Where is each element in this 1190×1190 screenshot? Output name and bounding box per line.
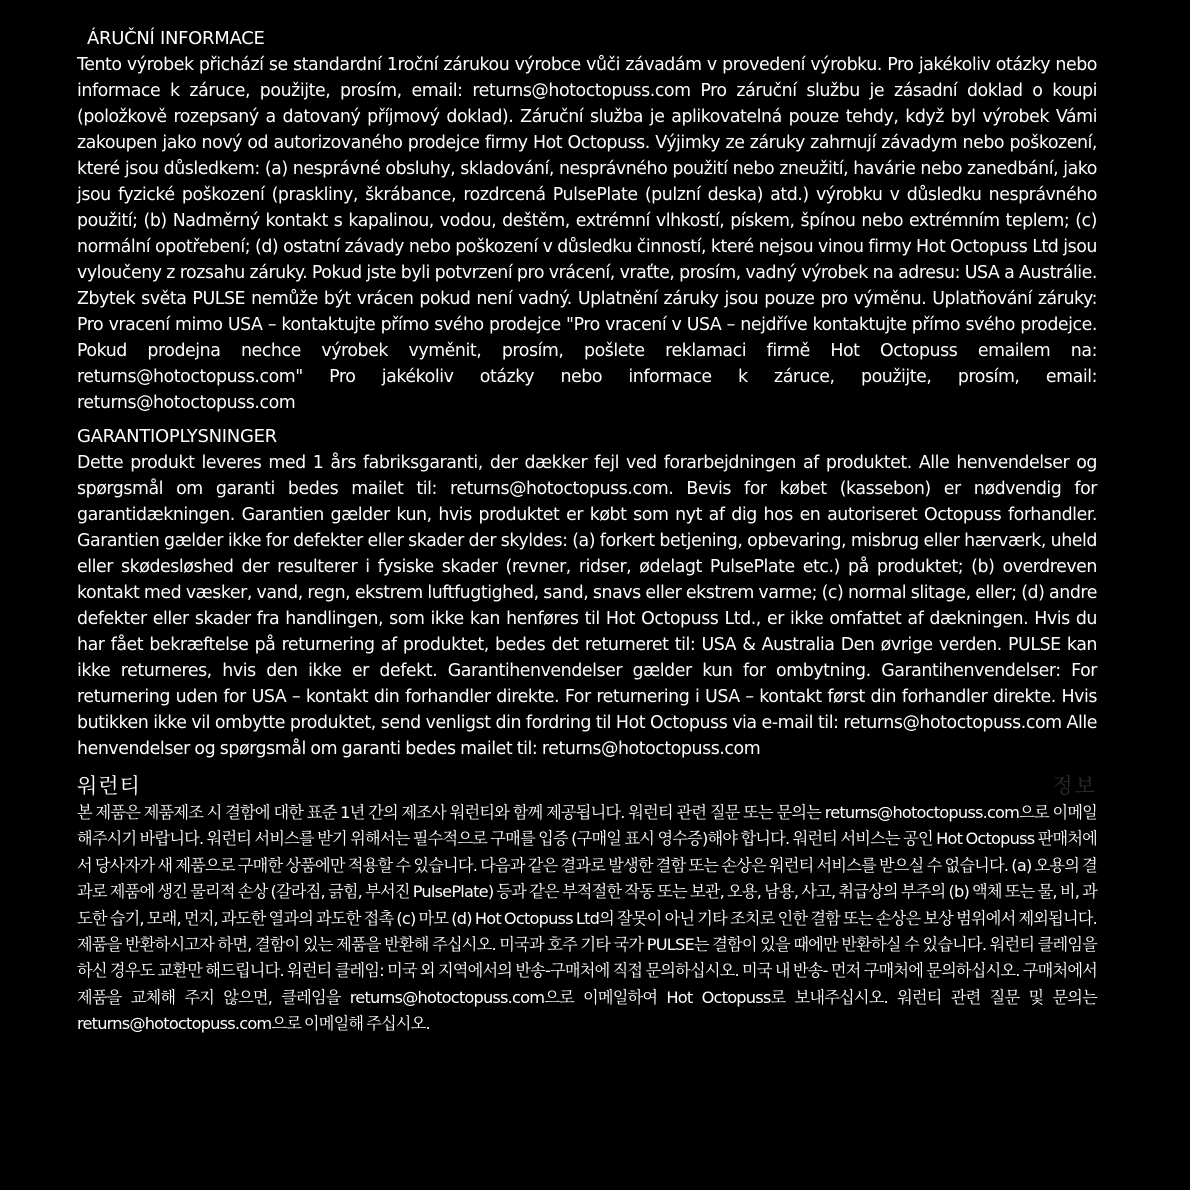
body-danish: Dette produkt leveres med 1 års fabriksgaranti, der dækker fejl ved forarbejdningen af produktet. Alle henvendelser og spørgsmål om garanti bedes mailet til: returns@hotoctopuss.com. Bevis for købet (kassebon) er nødvendig for garantidækningen. Garantien gælder kun, hvis produktet er købt som nyt af dig hos en autoriseret Octopuss forhandler. Garantien gælder ikke for defekter eller skader der skyldes: (a) forkert betjening, opbevaring, misbrug eller hærværk, uheld eller skødesløshed der resulterer i fysiske skader (revner, ridser, ødelagt PulsePlate etc.) på produktet; (b) overdreven kontakt med væsker, vand, regn, ekstrem luftfugtighed, sand, snavs eller ekstrem varme; (c) normal slitage, eller; (d) andre defekter eller skader fra handlingen, som ikke kan henføres til Hot Octopuss Ltd., er ikke omfattet af dækningen. Hvis du har fået bekræftelse på returnering af produktet, bedes det returneret til: USA & Australia Den øvrige verden. PULSE kan ikke returneres, hvis den ikke er defekt. Garantihenvendelser gælder kun for ombytning. Garantihenvendelser: For returnering uden for USA – kontakt din forhandler direkte. For returnering i USA – kontakt først din forhandler direkte. Hvis butikken ikke vil ombytte produktet, send venligst din fordring til Hot Octopuss via e-mail til: returns@hotoctopuss.com Alle henvendelser og spørgsmål om garanti bedes mailet til: returns@hotoctopuss.com bbox=[77, 453, 1097, 759]
heading-czech: ÁRUČNÍ INFORMACE bbox=[87, 28, 265, 49]
faded-heading-remnant: 정보 bbox=[1052, 774, 1097, 798]
heading-korean: 워런티 bbox=[77, 774, 141, 798]
body-korean: 본 제품은 제품제조 시 결함에 대한 표준 1년 간의 제조사 워런티와 함께 제공됩니다. 워런티 관련 질문 또는 문의는 returns@hotoctopuss.com으로 이메일 해주시기 바랍니다. 워런티 서비스를 받기 위해서는 필수적으로 구매를 입증 (구매일 표시 영수증)해야 합니다. 워런티 서비스는 공인 Hot Octopuss 판매처에서 당사자가 새 제품으로 구매한 상품에만 적용할 수 있습니다. 다음과 같은 결과로 발생한 결함 또는 손상은 워런티 서비스를 받으실 수 없습니다. (a) 오용의 결과로 제품에 생긴 물리적 손상 (갈라짐, 긁힘, 부서진 PulsePlate) 등과 같은 부적절한 작동 또는 보관, 오용, 남용, 사고, 취급상의 부주의 (b) 액체 또는 물, 비, 과도한 습기, 모래, 먼지, 과도한 열과의 과도한 접촉 (c) 마모 (d) Hot Octopuss Ltd의 잘못이 아닌 기타 조치로 인한 결함 또는 손상은 보상 범위에서 제외됩니다. 제품을 반환하시고자 하면, 결함이 있는 제품을 반환해 주십시오. 미국과 호주 기타 국가 PULSE는 결함이 있을 때에만 반환하실 수 있습니다. 워런티 클레임을 하신 경우도 교환만 해드립니다. 워런티 클레임: 미국 외 지역에서의 반송-구매처에 직접 문의하십시오. 미국 내 반송- 먼저 구매처에 문의하십시오. 구매처에서 제품을 교체해 주지 않으면, 클레임을 returns@hotoctopuss.com으로 이메일하여 Hot Octopuss로 보내주십시오. 워런티 관련 질문 및 문의는 returns@hotoctopuss.com으로 이메일해 주십시오. bbox=[77, 803, 1097, 1034]
section-czech-warranty bbox=[77, 26, 1097, 416]
section-danish-warranty bbox=[77, 424, 1097, 762]
body-czech: Tento výrobek přichází se standardní 1roční zárukou výrobce vůči závadám v provedení výrobku. Pro jakékoliv otázky nebo informace k záruce, použijte, prosím, email: returns@hotoctopuss.com Pro záruční službu je zásadní doklad o koupi (položkově rozepsaný a datovaný příjmový doklad). Záruční služba je aplikovatelná pouze tehdy, když byl výrobek Vámi zakoupen jako nový od autorizovaného prodejce firmy Hot Octopuss. Výjimky ze záruky zahrnují závadym nebo poškození, které jsou důsledkem: (a) nesprávné obsluhy, skladování, nesprávného použití nebo zneužití, havárie nebo zanedbání, jako jsou fyzické poškození (praskliny, škrábance, rozdrcená PulsePlate (pulzní deska) atd.) výrobku v důsledku nesprávného použití; (b) Nadměrný kontakt s kapalinou, vodou, deštěm, extrémní vlhkostí, pískem, špínou nebo extrémním teplem; (c) normální opotřebení; (d) ostatní závady nebo poškození v důsledku činností, které nejsou vinou firmy Hot Octopuss Ltd jsou vyloučeny z rozsahu záruky. Pokud jste byli potvrzení pro vrácení, vraťte, prosím, vadný výrobek na adresu: USA a Austrálie. Zbytek světa PULSE nemůže být vrácen pokud není vadný. Uplatnění záruky jsou pouze pro výměnu. Uplatňování záruky: Pro vracení mimo USA – kontaktujte přímo svého prodejce "Pro vracení v USA – nejdříve kontaktujte přímo svého prodejce. Pokud prodejna nechce výrobek vyměnit, prosím, pošlete reklamaci firmě Hot Octopuss emailem na: returns@hotoctopuss.com" Pro jakékoliv otázky nebo informace k záruce, použijte, prosím, email: returns@hotoctopuss.com bbox=[77, 55, 1097, 413]
warranty-document bbox=[77, 26, 1097, 1038]
heading-danish: GARANTIOPLYSNINGER bbox=[77, 426, 277, 447]
section-korean-warranty bbox=[77, 772, 1097, 1038]
